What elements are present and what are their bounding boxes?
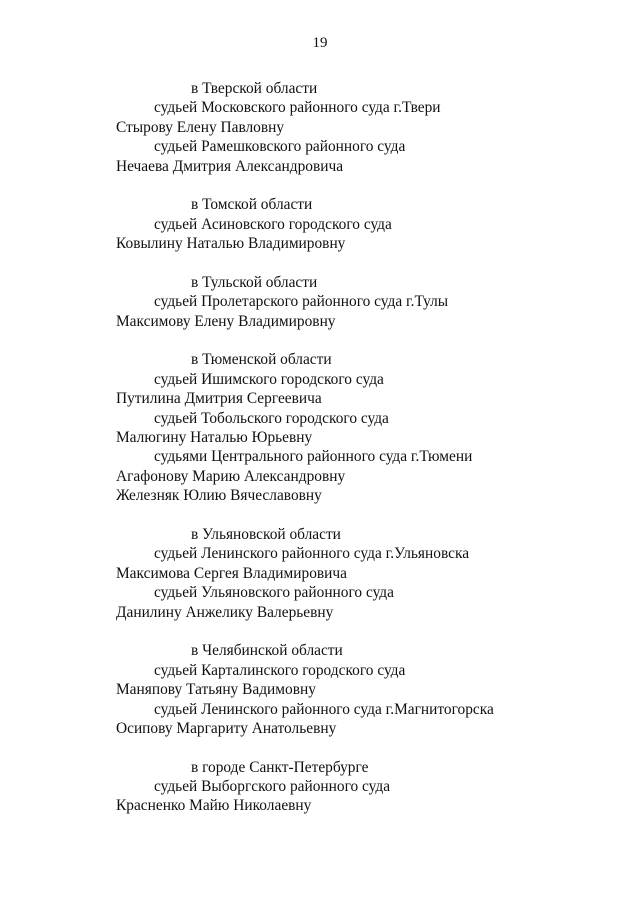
court-line: судьей Ульяновского районного суда xyxy=(154,584,394,602)
section-spacer xyxy=(116,331,616,350)
region-section xyxy=(116,195,616,253)
court-line: судьей Тобольского городского суда xyxy=(154,409,389,427)
court-line: судьей Рамешковского районного суда xyxy=(154,138,406,156)
court-line: судьей Выборгского районного суда xyxy=(154,778,391,796)
court-line: судьей Ишимского городского суда xyxy=(154,370,384,388)
court-line: судьей Карталинского городского суда xyxy=(154,661,406,679)
court-line: судьей Московского районного суда г.Твери xyxy=(154,99,441,117)
region-section xyxy=(116,641,616,738)
judge-name: Нечаева Дмитрия Александровича xyxy=(116,157,344,175)
region-heading: в Томской области xyxy=(191,196,313,214)
section-spacer xyxy=(116,622,616,641)
region-section xyxy=(116,525,616,622)
region-section xyxy=(116,273,616,331)
region-heading: в городе Санкт-Петербурге xyxy=(191,758,369,776)
page-number: 19 xyxy=(312,35,328,51)
court-line: судьей Асиновского городского суда xyxy=(154,215,392,233)
region-heading: в Ульяновской области xyxy=(191,525,341,543)
section-spacer xyxy=(116,176,616,195)
region-heading: в Тюменской области xyxy=(191,351,332,369)
court-line: судьей Пролетарского районного суда г.Тулы xyxy=(154,293,449,311)
judge-name: Осипову Маргариту Анатольевну xyxy=(116,719,337,737)
court-line: судьей Ленинского районного суда г.Магнитогорска xyxy=(154,700,494,718)
court-line: судьями Центрального районного суда г.Тюмени xyxy=(154,448,473,466)
judge-name: Путилина Дмитрия Сергеевича xyxy=(116,390,322,408)
judge-name: Стырову Елену Павловну xyxy=(116,118,285,136)
region-heading: в Тульской области xyxy=(191,273,318,291)
section-spacer xyxy=(116,738,616,757)
section-spacer xyxy=(116,506,616,525)
region-heading: в Тверской области xyxy=(191,80,318,97)
region-section xyxy=(116,79,616,176)
judge-name: Железняк Юлию Вячеславовну xyxy=(116,487,322,505)
judge-name: Данилину Анжелику Валерьевну xyxy=(116,603,334,621)
section-spacer xyxy=(116,254,616,273)
judge-name: Ковылину Наталью Владимировну xyxy=(116,235,346,253)
court-line: судьей Ленинского районного суда г.Ульяновска xyxy=(154,545,470,563)
judge-name: Максимова Сергея Владимировича xyxy=(116,564,347,582)
judge-name: Маняпову Татьяну Вадимовну xyxy=(116,681,316,699)
judge-name: Красненко Майю Николаевну xyxy=(116,797,312,815)
appointments-list xyxy=(116,79,616,816)
region-section xyxy=(116,758,616,816)
judge-name: Агафонову Марию Александровну xyxy=(116,467,346,485)
region-section xyxy=(116,350,616,505)
judge-name: Малюгину Наталью Юрьевну xyxy=(116,429,313,447)
region-heading: в Челябинской области xyxy=(191,642,343,660)
judge-name: Максимову Елену Владимировну xyxy=(116,312,336,330)
